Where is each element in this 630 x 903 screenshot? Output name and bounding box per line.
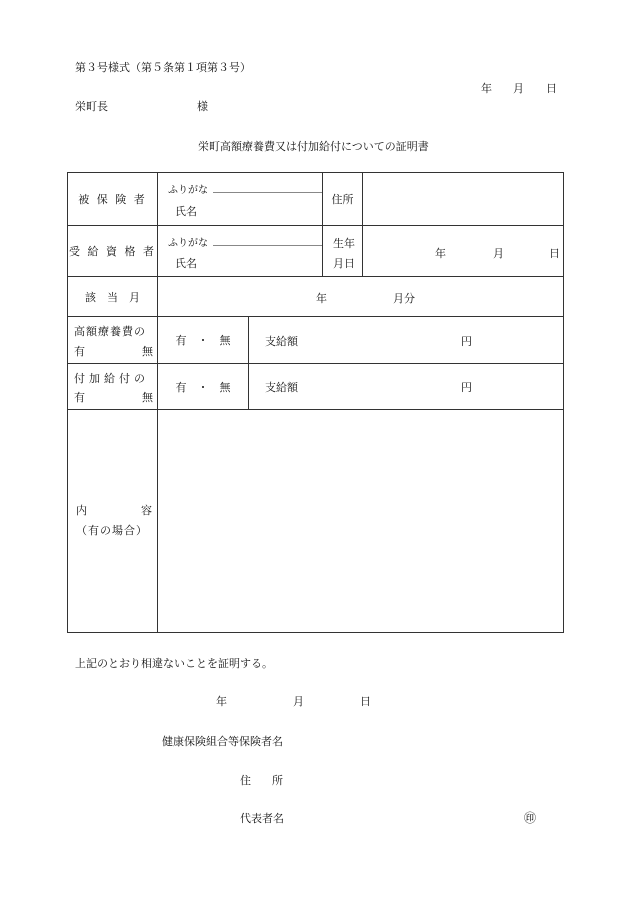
birth-year-label: 年 (435, 247, 446, 260)
high-cost-label-cell (68, 317, 158, 364)
insured-furigana-label: ふりがな (168, 185, 208, 196)
additional-label-cell (68, 364, 158, 410)
header-date-month: 月 (513, 82, 524, 95)
representative-label: 代表者名 (240, 812, 284, 825)
recipient-name-label: 氏名 (175, 257, 197, 270)
contents-label-cell (68, 410, 158, 633)
high-cost-label-line1: 高額療養費の (74, 325, 146, 338)
footer-date-day: 日 (360, 695, 371, 708)
footer-date-year: 年 (216, 695, 227, 708)
high-cost-amount-label: 支給額 (265, 335, 298, 348)
insured-row (68, 173, 564, 226)
insured-address-field[interactable] (363, 173, 564, 226)
recipient-name-cell[interactable] (158, 226, 323, 277)
period-year-label: 年 (316, 292, 327, 305)
recipient-label: 受 給 資 格 者 (68, 226, 158, 277)
period-label: 該 当 月 (68, 277, 158, 317)
additional-yen: 円 (461, 381, 472, 394)
additional-row (68, 364, 564, 410)
high-cost-label-no: 無 (142, 345, 153, 358)
insurer-address-label-a: 住 (240, 774, 251, 787)
header-date-year: 年 (481, 82, 492, 95)
additional-choice[interactable]: 有 ・ 無 (158, 364, 249, 410)
insurer-name-label: 健康保険組合等保険者名 (162, 735, 283, 748)
recipient-birth-date-field[interactable] (363, 226, 564, 277)
certificate-table (67, 172, 564, 633)
insured-address-label: 住所 (323, 173, 363, 226)
insured-label: 被 保 険 者 (68, 173, 158, 226)
high-cost-yen: 円 (461, 335, 472, 348)
insured-name-cell[interactable] (158, 173, 323, 226)
high-cost-label-yes: 有 (74, 345, 85, 358)
contents-label-a: 内 (76, 504, 87, 517)
high-cost-choice[interactable]: 有 ・ 無 (158, 317, 249, 364)
recipient-furigana-label: ふりがな (168, 238, 208, 249)
document-title: 栄町高額療養費又は付加給付についての証明書 (198, 140, 429, 153)
high-cost-row (68, 317, 564, 364)
contents-label-line2: （有の場合） (76, 524, 148, 537)
birth-label-line1: 生年 (333, 237, 355, 250)
birth-label-line2: 月日 (333, 257, 355, 270)
additional-amount-cell[interactable] (249, 364, 564, 410)
certify-statement: 上記のとおり相違ないことを証明する。 (75, 657, 273, 670)
addressee-honorific: 様 (197, 100, 208, 113)
contents-label-b: 容 (141, 504, 152, 517)
additional-label-yes: 有 (74, 391, 85, 404)
seal-mark: ㊞ (524, 811, 537, 825)
contents-row (68, 410, 564, 633)
period-month-label: 月分 (393, 292, 415, 305)
birth-day-label: 日 (549, 247, 560, 260)
insured-furigana-line (213, 192, 322, 193)
recipient-row (68, 226, 564, 277)
period-field[interactable] (158, 277, 564, 317)
insured-name-label: 氏名 (175, 205, 197, 218)
insurer-address-label-b: 所 (272, 774, 283, 787)
recipient-birth-label-cell (323, 226, 363, 277)
high-cost-amount-cell[interactable] (249, 317, 564, 364)
additional-label-line1: 付加給付の (74, 372, 149, 385)
additional-label-no: 無 (142, 391, 153, 404)
header-date-day: 日 (546, 82, 557, 95)
period-row (68, 277, 564, 317)
contents-field[interactable] (158, 410, 564, 633)
footer-date-month: 月 (293, 695, 304, 708)
addressee: 栄町長 (75, 100, 108, 113)
birth-month-label: 月 (493, 247, 504, 260)
additional-amount-label: 支給額 (265, 381, 298, 394)
recipient-furigana-line (213, 245, 322, 246)
form-number: 第３号様式（第５条第１項第３号） (75, 61, 251, 74)
